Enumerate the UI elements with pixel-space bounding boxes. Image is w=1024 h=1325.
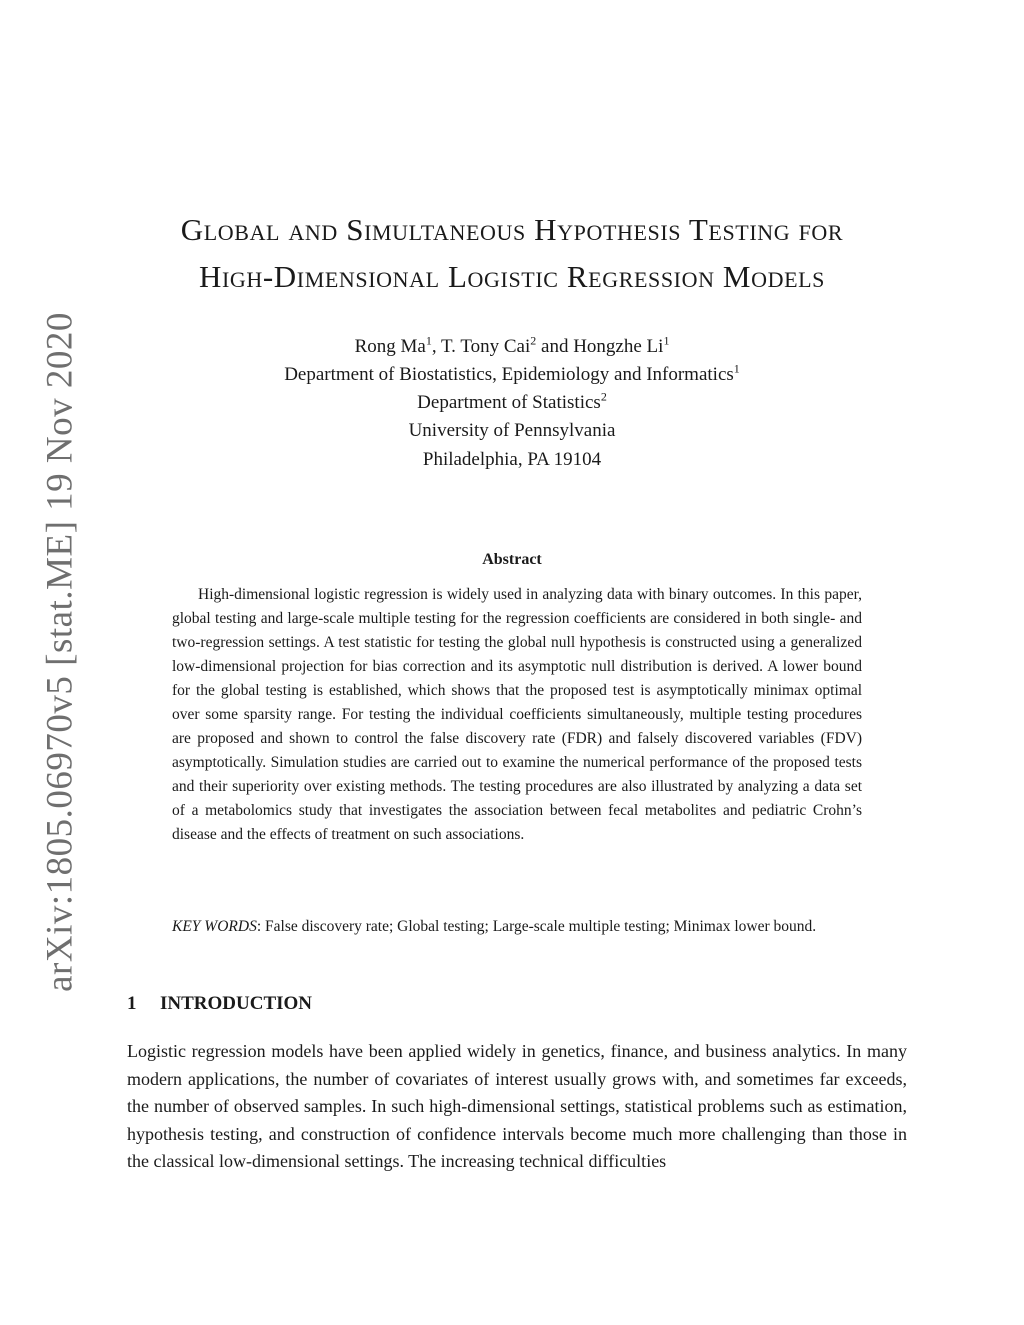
author-2: T. Tony Cai xyxy=(440,336,531,357)
affiliation-2-mark: 2 xyxy=(600,389,607,404)
arxiv-identifier-stamp: arXiv:1805.06970v5 [stat.ME] 19 Nov 2020 xyxy=(39,312,81,992)
university: University of Pennsylvania xyxy=(408,420,616,441)
section-title: INTRODUCTION xyxy=(160,993,313,1014)
author-separator: , xyxy=(431,336,441,357)
author-2-affiliation-mark: 2 xyxy=(530,333,537,348)
author-1-affiliation-mark: 1 xyxy=(425,333,432,348)
abstract-body xyxy=(172,583,862,847)
keywords-label: KEY WORDS xyxy=(172,918,257,935)
section-heading xyxy=(127,993,312,1015)
abstract-text: High-dimensional logistic regression is widely used in analyzing data with binary outcomes. In this paper, global testing and large-scale multiple testing for the regression coefficients are considered in both single- and two-regression settings. A test statistic for testing the global null hypothesis is constructed using a generalized low-dimensional projection for bias correction and its asymptotic null distribution is derived. A lower bound for the global testing is established, which shows that the proposed test is asymptotically minimax optimal over some sparsity range. For testing the individual coefficients simultaneously, multiple testing procedures are proposed and shown to control the false discovery rate (FDR) and falsely discovered variables (FDV) asymptotically. Simulation studies are carried out to examine the numerical performance of the proposed tests and their superiority over existing methods. The testing procedures are also illustrated by analyzing a data set of a metabolomics study that investigates the association between fecal metabolites and pediatric Crohn’s disease and the effects of treatment on such associations. xyxy=(172,586,862,843)
keywords-text: : False discovery rate; Global testing; Large-scale multiple testing; Minimax lower bound. xyxy=(256,918,817,935)
author-1: Rong Ma xyxy=(354,336,426,357)
keywords xyxy=(172,915,862,939)
affiliation-1 xyxy=(0,361,1024,386)
city-address: Philadelphia, PA 19104 xyxy=(422,449,602,470)
affiliation-1-name: Department of Biostatistics, Epidemiology and Informatics xyxy=(284,364,734,385)
author-separator: and xyxy=(536,336,574,357)
paper-title-line-1: Global and Simultaneous Hypothesis Testing for xyxy=(180,212,844,247)
author-3: Hongzhe Li xyxy=(573,336,664,357)
author-line xyxy=(0,333,1024,358)
paper-title-line-2: High-Dimensional Logistic Regression Models xyxy=(199,259,825,294)
affiliation-1-mark: 1 xyxy=(733,361,740,376)
affiliation-2-name: Department of Statistics xyxy=(417,392,601,413)
abstract-heading: Abstract xyxy=(482,551,542,568)
section-number: 1 xyxy=(127,993,137,1014)
affiliation-2 xyxy=(0,389,1024,414)
introduction-paragraph: Logistic regression models have been applied widely in genetics, finance, and business analytics. In many modern applications, the number of covariates of interest usually grows with, and sometimes far exceeds, the number of observed samples. In such high-dimensional settings, statistical problems such as estimation, hypothesis testing, and construction of confidence intervals become much more challenging than those in the classical low-dimensional settings. The increasing technical difficulties xyxy=(127,1041,907,1171)
author-3-affiliation-mark: 1 xyxy=(663,333,670,348)
